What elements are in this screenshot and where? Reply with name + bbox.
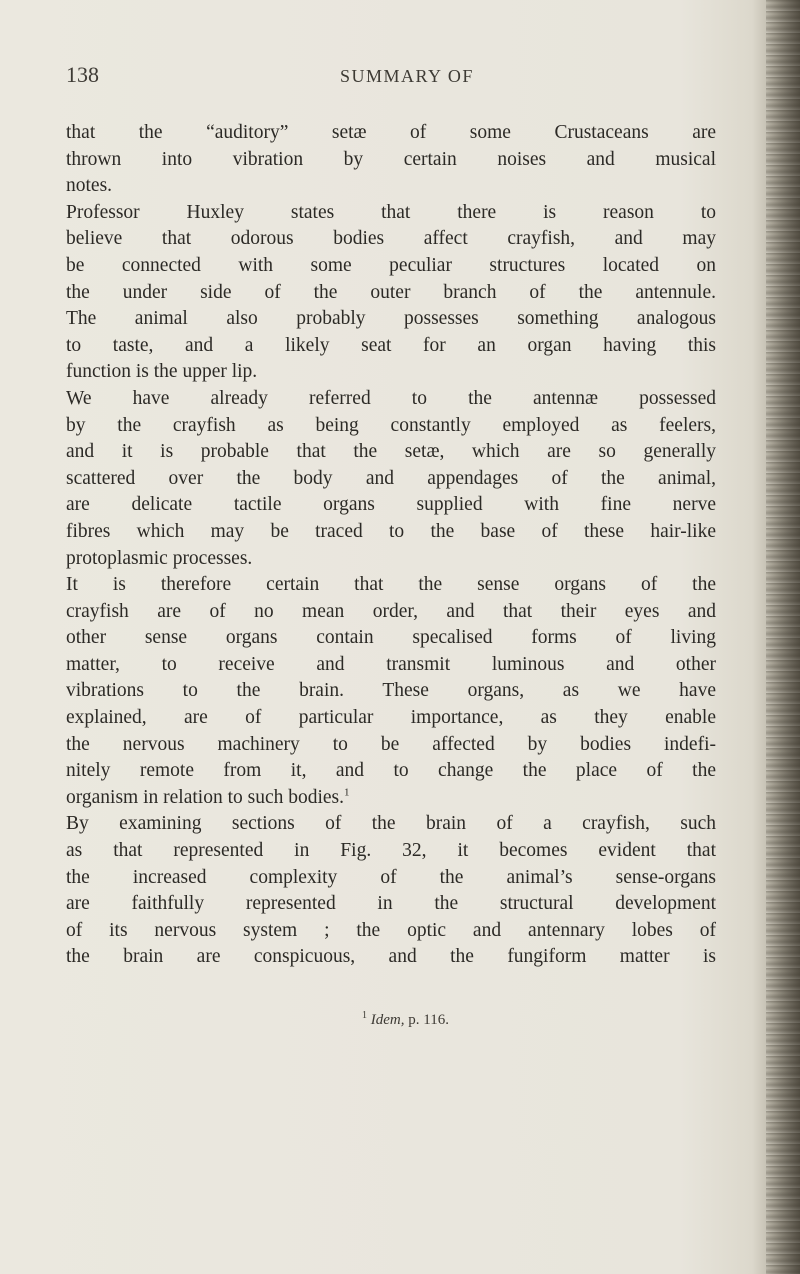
body-text [66, 120, 716, 971]
text-line: scattered over the body and appendages of the animal, [66, 467, 716, 489]
footnote-reference: 1 [344, 786, 350, 799]
text-line: the nervous machinery to be affected by bodies indefi- [66, 733, 716, 755]
text-line: are faithfully represented in the structural development [66, 893, 716, 915]
page-edge-shadow [766, 0, 800, 1274]
text-line: We have already referred to the antennæ possessed [66, 387, 716, 409]
text-line: vibrations to the brain. These organs, as we have [66, 680, 716, 702]
text-line: the under side of the outer branch of the antennule. [66, 281, 716, 303]
footnote-page: p. 116. [408, 1012, 449, 1028]
text-line: of its nervous system ; the optic and antennary lobes of [66, 919, 716, 941]
text-line: believe that odorous bodies affect crayfish, and may [66, 228, 716, 250]
text-line: and it is probable that the setæ, which are so generally [66, 441, 716, 463]
page-header [0, 62, 760, 92]
footnote [362, 1010, 449, 1029]
text-line: the increased complexity of the animal’s sense-organs [66, 866, 716, 888]
text-line: The animal also probably possesses something analogous [66, 308, 716, 330]
text-line: that the “auditory” setæ of some Crustaceans are [66, 122, 716, 143]
footnote-source: Idem, [370, 1012, 405, 1028]
page-number: 138 [66, 62, 99, 87]
text-line: the brain are conspicuous, and the fungiform matter is [66, 946, 716, 968]
text-line: fibres which may be traced to the base of these hair-like [66, 520, 716, 542]
text-line: function is the upper lip. [66, 361, 258, 383]
text-line: as that represented in Fig. 32, it becomes evident that [66, 840, 716, 862]
text-line: matter, to receive and transmit luminous and other [66, 653, 716, 675]
text-line: By examining sections of the brain of a crayfish, such [66, 813, 716, 835]
text-line: Professor Huxley states that there is reason to [66, 201, 716, 223]
text-line: be connected with some peculiar structures located on [66, 254, 716, 276]
footnote-marker: 1 [362, 1010, 367, 1021]
text-line: organism in relation to such bodies. [66, 786, 345, 808]
text-line-with-footnote [66, 785, 716, 812]
text-line: thrown into vibration by certain noises and musical [66, 148, 716, 170]
text-line: protoplasmic processes. [66, 547, 253, 569]
text-line: nitely remote from it, and to change the place of the [66, 760, 716, 782]
running-head: SUMMARY OF [340, 66, 474, 86]
text-line: to taste, and a likely seat for an organ having this [66, 334, 716, 356]
text-line: are delicate tactile organs supplied with fine nerve [66, 494, 716, 516]
text-line: explained, are of particular importance, as they enable [66, 707, 716, 729]
text-line: notes. [66, 175, 113, 197]
text-line: other sense organs contain specalised forms of living [66, 627, 716, 649]
text-line: by the crayfish as being constantly employed as feelers, [66, 414, 716, 436]
text-line: crayfish are of no mean order, and that their eyes and [66, 600, 716, 622]
text-line: It is therefore certain that the sense organs of the [66, 574, 716, 596]
